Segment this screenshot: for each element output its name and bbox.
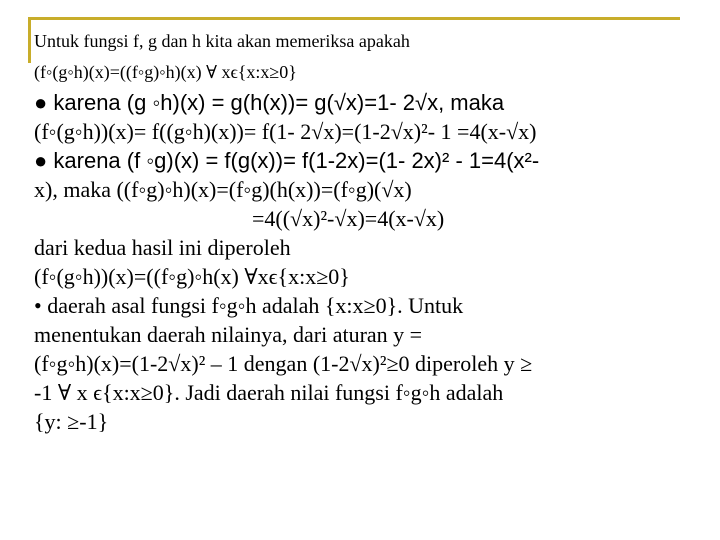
range-set: {y: ≥-1} [34, 409, 109, 434]
f-of-gh-result: (f◦(g◦h))(x)= f((g◦h)(x))= f(1- 2√x)=(1-2√x)²- 1 =4(x-√x) [34, 119, 537, 144]
composition-statement: (f◦(g◦h)(x)=((f◦g)◦h)(x) ∀ xϵ{x:x≥0} [34, 62, 297, 82]
slide-frame-top-border [28, 17, 680, 20]
domain-bullet: • daerah asal fungsi f◦g◦h adalah {x:x≥0}. Untuk [34, 293, 464, 318]
range-derivation: (f◦g◦h)(x)=(1-2√x)² – 1 dengan (1-2√x)²≥0 diperoleh y ≥ [34, 351, 533, 376]
slide-frame-left-border [28, 17, 31, 63]
range-intro: menentukan daerah nilainya, dari aturan y = [34, 322, 423, 347]
bullet-gh-composition: ● karena (g ◦h)(x) = g(h(x))= g(√x)=1- 2√x, maka [34, 90, 505, 115]
slide-body [34, 26, 704, 436]
bullet-fg-composition: ● karena (f ◦g)(x) = f(g(x))= f(1-2x)=(1- 2x)² - 1=4(x²- [34, 148, 540, 173]
fg-of-h-result: =4((√x)²-√x)=4(x-√x) [252, 206, 445, 231]
intro-line: Untuk fungsi f, g dan h kita akan memeriksa apakah [34, 31, 410, 51]
range-statement: -1 ∀ x ϵ{x:x≥0}. Jadi daerah nilai fungsi f◦g◦h adalah [34, 380, 504, 405]
fg-of-h-derivation: x), maka ((f◦g)◦h)(x)=(f◦g)(h(x))=(f◦g)(√x) [34, 177, 412, 202]
associativity-conclusion: (f◦(g◦h))(x)=((f◦g)◦h(x) ∀xϵ{x:x≥0} [34, 264, 350, 289]
conclusion-intro: dari kedua hasil ini diperoleh [34, 235, 291, 260]
